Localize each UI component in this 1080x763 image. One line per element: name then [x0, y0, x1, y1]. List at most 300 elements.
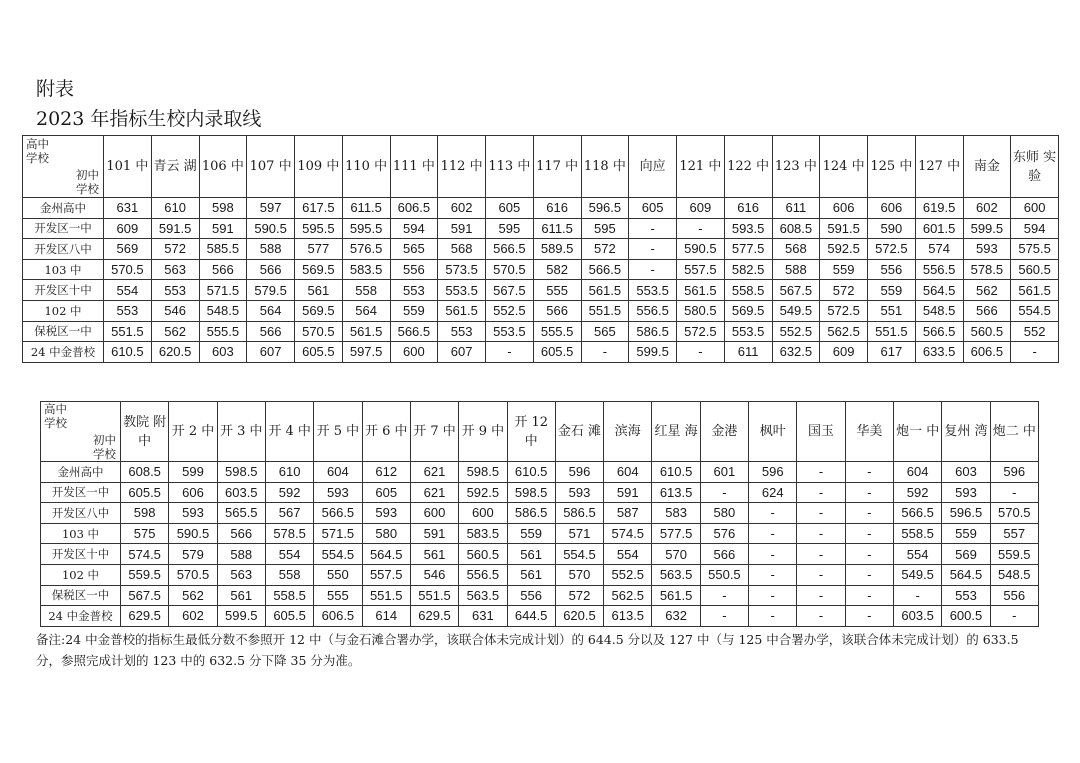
score-cell: 577.5: [652, 523, 700, 544]
score-cell: 566.5: [390, 321, 438, 342]
footnote: 备注:24 中金普校的指标生最低分数不参照开 12 中（与金石滩合署办学，该联合体未完成计划）的 644.5 分以及 127 中（与 125 中合署办学，该联合体未完成计划）的 633.5 分，参照完成计划的 123 中的 632.5 分下降 35 分为准。: [36, 632, 1019, 668]
column-header: 122 中: [724, 136, 772, 198]
score-cell: -: [797, 606, 845, 627]
score-cell: 567: [265, 503, 313, 524]
score-cell: 571: [555, 523, 603, 544]
row-header: 103 中: [23, 259, 104, 280]
score-cell: 577: [295, 239, 343, 260]
row-header: 金州高中: [23, 198, 104, 219]
table-header-row: [23, 136, 1059, 198]
score-cell: 592.5: [820, 239, 868, 260]
score-cell: 593: [169, 503, 217, 524]
score-cell: 580: [700, 503, 748, 524]
row-header: 保税区一中: [41, 585, 121, 606]
score-cell: 562: [963, 280, 1011, 301]
score-cell: 609: [104, 218, 152, 239]
column-header: 121 中: [677, 136, 725, 198]
score-cell: 629.5: [410, 606, 458, 627]
score-cell: 601.5: [915, 218, 963, 239]
score-cell: 597.5: [342, 342, 390, 363]
score-cell: 609: [820, 342, 868, 363]
score-cell: 631: [104, 198, 152, 219]
score-cell: 557.5: [362, 564, 410, 585]
row-header: 开发区十中: [41, 544, 121, 565]
corner-header: [23, 136, 104, 198]
score-cell: -: [797, 544, 845, 565]
score-cell: -: [845, 503, 893, 524]
column-header: 开 7 中: [410, 402, 458, 462]
score-cell: 558.5: [265, 585, 313, 606]
score-cell: 620.5: [151, 342, 199, 363]
column-header: 国玉: [797, 402, 845, 462]
column-header: 开 9 中: [459, 402, 507, 462]
score-cell: 598.5: [507, 482, 555, 503]
score-cell: 557: [990, 523, 1038, 544]
score-cell: 564.5: [915, 280, 963, 301]
score-cell: 579: [169, 544, 217, 565]
row-header: 开发区八中: [23, 239, 104, 260]
score-cell: 609: [677, 198, 725, 219]
score-cell: 598: [199, 198, 247, 219]
score-cell: 552.5: [486, 300, 534, 321]
score-cell: 558.5: [894, 523, 942, 544]
score-cell: 551.5: [104, 321, 152, 342]
score-cell: 588: [217, 544, 265, 565]
score-cell: -: [845, 585, 893, 606]
score-cell: 600: [390, 342, 438, 363]
score-cell: 572: [581, 239, 629, 260]
score-cell: 566: [700, 544, 748, 565]
score-cell: 561.5: [581, 280, 629, 301]
score-cell: 572.5: [677, 321, 725, 342]
score-cell: 602: [169, 606, 217, 627]
column-header: 炮二 中: [990, 402, 1038, 462]
score-cell: 594: [390, 218, 438, 239]
score-cell: 583.5: [459, 523, 507, 544]
score-cell: 595.5: [342, 218, 390, 239]
score-cell: 591: [438, 218, 486, 239]
column-header: 向应: [629, 136, 677, 198]
score-cell: 591: [410, 523, 458, 544]
score-cell: 611: [772, 198, 820, 219]
score-cell: 610: [265, 462, 313, 483]
score-cell: 549.5: [894, 564, 942, 585]
table-row: [23, 280, 1059, 301]
score-cell: 550.5: [700, 564, 748, 585]
score-cell: 553.5: [486, 321, 534, 342]
score-cell: 606.5: [390, 198, 438, 219]
score-cell: 599: [169, 462, 217, 483]
row-header: 开发区八中: [41, 503, 121, 524]
score-cell: 620.5: [555, 606, 603, 627]
score-cell: 552: [1011, 321, 1059, 342]
score-cell: 602: [963, 198, 1011, 219]
corner-label-junior-school: 初中 学校: [76, 167, 99, 196]
score-cell: 556.5: [459, 564, 507, 585]
score-cell: 595.5: [295, 218, 343, 239]
score-cell: 570.5: [295, 321, 343, 342]
score-cell: 552.5: [604, 564, 652, 585]
score-cell: -: [629, 218, 677, 239]
score-cell: -: [797, 564, 845, 585]
column-header: 金港: [700, 402, 748, 462]
score-cell: 591.5: [820, 218, 868, 239]
column-header: 金石 滩: [555, 402, 603, 462]
score-cell: 553.5: [438, 280, 486, 301]
score-cell: 600: [410, 503, 458, 524]
table-row: [23, 259, 1059, 280]
column-header: 开 4 中: [265, 402, 313, 462]
score-cell: 555: [533, 280, 581, 301]
score-cell: 569: [104, 239, 152, 260]
score-cell: -: [845, 606, 893, 627]
score-cell: 568: [772, 239, 820, 260]
score-cell: 606.5: [314, 606, 362, 627]
score-cell: 566.5: [915, 321, 963, 342]
score-cell: 559.5: [990, 544, 1038, 565]
score-cell: 570: [555, 564, 603, 585]
score-cell: 592: [894, 482, 942, 503]
score-cell: 624: [749, 482, 797, 503]
score-cell: 602: [438, 198, 486, 219]
score-cell: 556: [868, 259, 916, 280]
score-cell: 629.5: [121, 606, 169, 627]
score-cell: 564.5: [362, 544, 410, 565]
score-cell: 593: [314, 482, 362, 503]
score-cell: 572: [555, 585, 603, 606]
score-cell: -: [797, 585, 845, 606]
score-cell: 573.5: [438, 259, 486, 280]
admission-table-1: [22, 135, 1059, 363]
row-header: 开发区十中: [23, 280, 104, 301]
score-cell: 572.5: [820, 300, 868, 321]
score-cell: 590: [868, 218, 916, 239]
score-cell: 559: [390, 300, 438, 321]
score-cell: 562.5: [820, 321, 868, 342]
score-cell: -: [845, 523, 893, 544]
score-cell: 561: [217, 585, 265, 606]
table-row: [23, 321, 1059, 342]
score-cell: 549.5: [772, 300, 820, 321]
score-cell: 551: [868, 300, 916, 321]
score-cell: 554.5: [1011, 300, 1059, 321]
score-cell: 556: [390, 259, 438, 280]
score-cell: 613.5: [652, 482, 700, 503]
score-cell: 603.5: [217, 482, 265, 503]
score-cell: 601: [700, 462, 748, 483]
score-cell: -: [486, 342, 534, 363]
column-header: 125 中: [868, 136, 916, 198]
score-cell: -: [749, 503, 797, 524]
score-cell: -: [845, 482, 893, 503]
column-header: 复州 湾: [942, 402, 990, 462]
score-cell: -: [845, 544, 893, 565]
score-cell: 550: [314, 564, 362, 585]
score-cell: 574: [915, 239, 963, 260]
score-cell: 580.5: [677, 300, 725, 321]
score-cell: 585.5: [199, 239, 247, 260]
score-cell: 621: [410, 482, 458, 503]
score-cell: 599.5: [629, 342, 677, 363]
score-cell: 599.5: [217, 606, 265, 627]
column-header: 开 5 中: [314, 402, 362, 462]
score-cell: 600: [1011, 198, 1059, 219]
score-cell: 564: [342, 300, 390, 321]
score-cell: 557.5: [677, 259, 725, 280]
score-cell: 598.5: [459, 462, 507, 483]
score-cell: 559: [868, 280, 916, 301]
score-cell: 560.5: [963, 321, 1011, 342]
score-cell: 575.5: [1011, 239, 1059, 260]
score-cell: 568: [438, 239, 486, 260]
column-header: 开 3 中: [217, 402, 265, 462]
table-row: [41, 462, 1039, 483]
table-row: [41, 482, 1039, 503]
row-header: 24 中金普校: [23, 342, 104, 363]
column-header: 开 2 中: [169, 402, 217, 462]
score-cell: 563: [217, 564, 265, 585]
score-cell: 632.5: [772, 342, 820, 363]
score-cell: -: [749, 585, 797, 606]
score-cell: 594: [1011, 218, 1059, 239]
score-cell: 616: [533, 198, 581, 219]
score-cell: 606: [169, 482, 217, 503]
score-cell: 559.5: [121, 564, 169, 585]
table-row: [23, 300, 1059, 321]
column-header: 127 中: [915, 136, 963, 198]
column-header: 开 6 中: [362, 402, 410, 462]
score-cell: 553: [390, 280, 438, 301]
score-cell: 606: [868, 198, 916, 219]
score-cell: 563: [151, 259, 199, 280]
score-cell: 604: [314, 462, 362, 483]
score-cell: 595: [486, 218, 534, 239]
score-cell: 605: [486, 198, 534, 219]
score-cell: 621: [410, 462, 458, 483]
score-cell: 565: [581, 321, 629, 342]
score-cell: 559: [820, 259, 868, 280]
score-cell: 610.5: [652, 462, 700, 483]
table-row: [41, 544, 1039, 565]
score-cell: -: [581, 342, 629, 363]
score-cell: 592: [265, 482, 313, 503]
score-cell: 556.5: [629, 300, 677, 321]
score-cell: 551.5: [868, 321, 916, 342]
score-cell: -: [677, 342, 725, 363]
score-cell: 596: [555, 462, 603, 483]
score-cell: 605: [362, 482, 410, 503]
column-header: 107 中: [247, 136, 295, 198]
score-cell: -: [990, 482, 1038, 503]
score-cell: 569: [942, 544, 990, 565]
corner-header: [41, 402, 121, 462]
score-cell: 556: [507, 585, 555, 606]
score-cell: 553.5: [724, 321, 772, 342]
score-cell: 598: [121, 503, 169, 524]
score-cell: 561: [410, 544, 458, 565]
column-header: 117 中: [533, 136, 581, 198]
score-cell: 596: [990, 462, 1038, 483]
score-cell: -: [700, 482, 748, 503]
score-cell: 561.5: [438, 300, 486, 321]
score-cell: 583: [652, 503, 700, 524]
score-cell: 559: [942, 523, 990, 544]
score-cell: 572: [151, 239, 199, 260]
score-cell: 572.5: [868, 239, 916, 260]
score-cell: 561.5: [652, 585, 700, 606]
score-cell: 566: [963, 300, 1011, 321]
column-header: 炮一 中: [894, 402, 942, 462]
score-cell: 610: [151, 198, 199, 219]
score-cell: 592.5: [459, 482, 507, 503]
score-cell: 586.5: [629, 321, 677, 342]
score-cell: 582.5: [724, 259, 772, 280]
score-cell: 567.5: [121, 585, 169, 606]
score-cell: 560.5: [459, 544, 507, 565]
score-cell: 596.5: [942, 503, 990, 524]
score-cell: 600.5: [942, 606, 990, 627]
score-cell: 566: [199, 259, 247, 280]
score-cell: -: [797, 523, 845, 544]
score-cell: -: [749, 544, 797, 565]
score-cell: 554.5: [314, 544, 362, 565]
corner-label-senior-school: 高中 学校: [26, 136, 49, 165]
score-cell: 548.5: [915, 300, 963, 321]
column-header: 113 中: [486, 136, 534, 198]
score-cell: 603: [942, 462, 990, 483]
column-header: 109 中: [295, 136, 343, 198]
score-cell: 553: [438, 321, 486, 342]
table-row: [41, 564, 1039, 585]
score-cell: -: [845, 564, 893, 585]
column-header: 南金: [963, 136, 1011, 198]
score-cell: 566: [533, 300, 581, 321]
score-cell: 579.5: [247, 280, 295, 301]
score-cell: 562: [151, 321, 199, 342]
score-cell: 595: [581, 218, 629, 239]
score-cell: 570.5: [169, 564, 217, 585]
score-cell: 565: [390, 239, 438, 260]
score-cell: 567.5: [772, 280, 820, 301]
row-header: 102 中: [23, 300, 104, 321]
score-cell: 605.5: [265, 606, 313, 627]
score-cell: -: [1011, 342, 1059, 363]
column-header: 红星 海: [652, 402, 700, 462]
table-header-row: [41, 402, 1039, 462]
score-cell: 558: [342, 280, 390, 301]
score-cell: 562: [169, 585, 217, 606]
column-header: 华美: [845, 402, 893, 462]
score-cell: 631: [459, 606, 507, 627]
score-cell: -: [749, 606, 797, 627]
score-cell: 593: [942, 482, 990, 503]
score-cell: 553.5: [629, 280, 677, 301]
score-cell: -: [749, 564, 797, 585]
score-cell: 564.5: [942, 564, 990, 585]
score-cell: 599.5: [963, 218, 1011, 239]
score-cell: 593: [963, 239, 1011, 260]
score-cell: 562.5: [604, 585, 652, 606]
score-cell: 554: [265, 544, 313, 565]
score-cell: 575: [121, 523, 169, 544]
score-cell: 551.5: [362, 585, 410, 606]
score-cell: 546: [410, 564, 458, 585]
score-cell: 551.5: [410, 585, 458, 606]
score-cell: 565.5: [217, 503, 265, 524]
table-row: [41, 523, 1039, 544]
column-header: 东师 实验: [1011, 136, 1059, 198]
score-cell: 577.5: [724, 239, 772, 260]
score-cell: 593: [362, 503, 410, 524]
score-cell: 563.5: [652, 564, 700, 585]
column-header: 教院 附中: [121, 402, 169, 462]
score-cell: 605: [629, 198, 677, 219]
score-cell: 566.5: [894, 503, 942, 524]
score-cell: 551.5: [581, 300, 629, 321]
score-cell: 567.5: [486, 280, 534, 301]
score-cell: 556.5: [915, 259, 963, 280]
table-row: [41, 503, 1039, 524]
admission-table-2: [40, 401, 1039, 627]
score-cell: -: [749, 523, 797, 544]
score-cell: 596: [749, 462, 797, 483]
table-row: [23, 239, 1059, 260]
row-header: 开发区一中: [23, 218, 104, 239]
score-cell: 578.5: [963, 259, 1011, 280]
score-cell: 554: [104, 280, 152, 301]
score-cell: 571.5: [314, 523, 362, 544]
score-cell: 588: [772, 259, 820, 280]
score-cell: 593.5: [724, 218, 772, 239]
score-cell: 566.5: [486, 239, 534, 260]
row-header: 102 中: [41, 564, 121, 585]
score-cell: 570.5: [990, 503, 1038, 524]
score-cell: 604: [604, 462, 652, 483]
score-cell: 590.5: [677, 239, 725, 260]
column-header: 青云 湖: [151, 136, 199, 198]
score-cell: 569.5: [724, 300, 772, 321]
score-cell: 644.5: [507, 606, 555, 627]
column-header: 111 中: [390, 136, 438, 198]
score-cell: -: [797, 482, 845, 503]
score-cell: 553: [151, 280, 199, 301]
score-cell: 610.5: [104, 342, 152, 363]
table-row: [23, 198, 1059, 219]
score-cell: 559: [507, 523, 555, 544]
score-cell: 569.5: [295, 300, 343, 321]
score-cell: 566.5: [314, 503, 362, 524]
column-header: 枫叶: [749, 402, 797, 462]
score-cell: -: [894, 585, 942, 606]
score-cell: 546: [151, 300, 199, 321]
score-cell: -: [990, 606, 1038, 627]
table-row: [23, 342, 1059, 363]
score-cell: 612: [362, 462, 410, 483]
score-cell: 548.5: [990, 564, 1038, 585]
score-cell: 605.5: [121, 482, 169, 503]
score-cell: 591: [604, 482, 652, 503]
score-cell: 633.5: [915, 342, 963, 363]
score-cell: 566: [247, 321, 295, 342]
score-cell: -: [700, 606, 748, 627]
score-cell: 570.5: [486, 259, 534, 280]
corner-label-senior-school: 高中 学校: [44, 401, 67, 430]
score-cell: 586.5: [507, 503, 555, 524]
score-cell: 590.5: [247, 218, 295, 239]
score-cell: 591.5: [151, 218, 199, 239]
score-cell: 588: [247, 239, 295, 260]
score-cell: 561.5: [677, 280, 725, 301]
